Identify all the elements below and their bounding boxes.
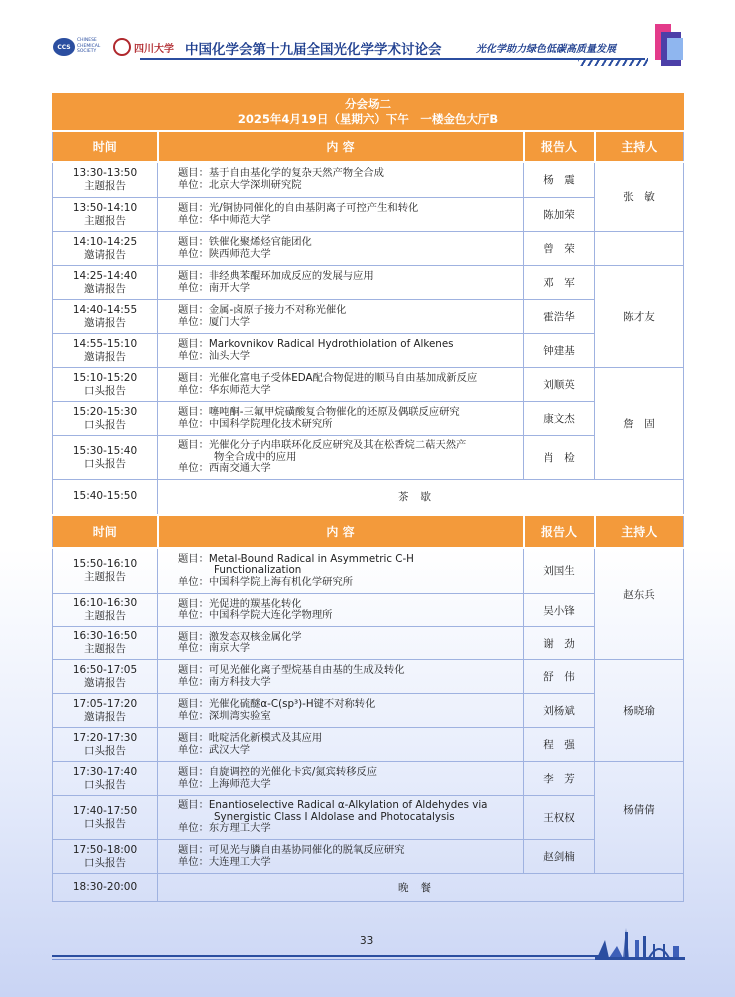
table-row: [53, 660, 684, 694]
cell-text: 主题报告: [84, 570, 126, 583]
host-cell: 陈才友: [595, 266, 684, 368]
ccs-logo-text: CHINESE CHEMICAL SOCIETY: [77, 38, 101, 54]
schedule-table: [52, 93, 684, 902]
footer-divider: [52, 955, 600, 957]
table-row: [53, 796, 684, 840]
conference-title: 中国化学会第十九届全国光化学学术讨论会: [185, 42, 442, 58]
table-cell: [158, 436, 524, 480]
cell-text: 16:30-16:50: [72, 630, 138, 642]
table-cell: [595, 232, 684, 266]
column-header-content: 内 容: [158, 131, 524, 162]
university-logo-text: 四川大学: [134, 44, 174, 55]
cell-text: 14:10-14:25: [72, 235, 138, 248]
table-cell: [53, 334, 158, 368]
table-cell: [158, 198, 524, 232]
cell-text: 单位：西南交通大学: [178, 462, 271, 475]
table-cell: 赵剑楠: [524, 840, 595, 874]
table-cell: [158, 232, 524, 266]
table-cell: 刘杨斌: [524, 694, 595, 728]
table-cell: [53, 660, 158, 694]
table-cell: [53, 762, 158, 796]
table-cell: 报告人: [524, 515, 595, 548]
table-cell: [53, 300, 158, 334]
table-cell: [158, 402, 524, 436]
table-cell: [53, 436, 158, 480]
cell-text: 17:05-17:20: [72, 697, 138, 710]
cell-text: 题目：非经典苯醌环加成反应的发展与应用: [178, 270, 374, 282]
cell-text: 17:30-17:40: [72, 765, 138, 778]
cell-text: 单位：中国科学院理化技术研究所: [178, 417, 333, 430]
city-skyline-icon: [595, 926, 685, 960]
cell-text: 题目：吡啶活化新模式及其应用: [178, 732, 323, 744]
cell-text: 邀请报告: [84, 676, 126, 689]
table-cell: 时间: [53, 515, 158, 548]
cell-text: 16:50-17:05: [72, 663, 138, 676]
cell-text: 主题报告: [84, 610, 126, 622]
table-cell: [158, 728, 524, 762]
cell-text: 13:30-13:50: [72, 166, 138, 179]
table-row: [53, 694, 684, 728]
cell-text: 单位：汕头大学: [178, 349, 251, 362]
table-cell: [53, 594, 158, 627]
dinner-label: 晚餐: [158, 874, 684, 902]
table-cell: [158, 368, 524, 402]
table-cell: [53, 840, 158, 874]
cell-text: 15:50-16:10: [72, 557, 138, 570]
table-row: [53, 402, 684, 436]
cell-text: 单位：上海师范大学: [178, 777, 271, 790]
cell-text: 15:20-15:30: [72, 405, 138, 418]
cell-text: 题目：Markovnikov Radical Hydrothiolation of Alkenes: [178, 338, 454, 350]
session-title-row: [53, 94, 684, 131]
table-row: [53, 198, 684, 232]
table-row: [53, 162, 684, 198]
table-cell: [53, 402, 158, 436]
session-title: 分会场二: [345, 96, 392, 111]
cell-text: 单位：厦门大学: [178, 315, 251, 328]
cell-text: 邀请报告: [84, 710, 126, 723]
table-cell: [158, 300, 524, 334]
table-cell: 舒 伟: [524, 660, 595, 694]
table-cell: 王权权: [524, 796, 595, 840]
table-cell: [158, 694, 524, 728]
table-cell: [53, 162, 158, 198]
table-cell: [158, 548, 524, 594]
cell-text: 邀请报告: [84, 282, 126, 295]
table-row: [53, 232, 684, 266]
host-cell: 张 敏: [595, 162, 684, 232]
cell-text: 单位：南方科技大学: [178, 675, 271, 688]
table-cell: [158, 796, 524, 840]
cell-text: 14:40-14:55: [72, 303, 138, 316]
cell-text: 单位：武汉大学: [178, 743, 251, 756]
cell-text: 单位：华东师范大学: [178, 383, 271, 396]
cell-text: 单位：陕西师范大学: [178, 247, 271, 260]
table-row: [53, 436, 684, 480]
table-cell: 钟建基: [524, 334, 595, 368]
table-cell: [158, 594, 524, 627]
table-row: [53, 762, 684, 796]
table-cell: [158, 162, 524, 198]
cell-text: 题目：基于自由基化学的复杂天然产物全合成: [178, 167, 384, 180]
cell-text: 14:25-14:40: [72, 269, 138, 282]
cell-text: 题目：可见光催化离子型烷基自由基的生成及转化: [178, 664, 405, 676]
cell-text: 题目：光/铜协同催化的自由基阴离子可控产生和转化: [178, 202, 419, 214]
column-header-row: [53, 131, 684, 162]
table-cell: [53, 796, 158, 840]
cell-text: 题目：铁催化聚烯烃官能团化: [178, 236, 312, 248]
table-cell: [158, 762, 524, 796]
footer-divider-thin: [52, 959, 600, 960]
header-decoration-lightblue: [667, 38, 683, 60]
cell-text: 题目：激发态双核金属化学: [178, 630, 302, 643]
cell-text: 口头报告: [84, 384, 126, 397]
table-cell: [158, 334, 524, 368]
cell-text: 邀请报告: [84, 316, 126, 329]
cell-text: 题目：Enantioselective Radical α-Alkylation of Aldehydes via: [178, 799, 488, 812]
page-header: [0, 0, 735, 70]
cell-text: 17:20-17:30: [72, 731, 138, 744]
table-row: [53, 548, 684, 594]
cell-text: 15:10-15:20: [72, 371, 138, 384]
dinner-time: 18:30-20:00: [53, 874, 158, 902]
host-cell: 詹 固: [595, 368, 684, 480]
cell-text: 16:10-16:30: [72, 597, 138, 609]
table-cell: [53, 198, 158, 232]
table-cell: [158, 266, 524, 300]
cell-text: 主题报告: [84, 179, 126, 192]
table-cell: 程 强: [524, 728, 595, 762]
cell-text: 题目：光催化富电子受体EDA配合物促进的顺马自由基加成新反应: [178, 372, 478, 384]
table-row: [53, 627, 684, 660]
table-cell: 康文杰: [524, 402, 595, 436]
cell-text: 单位：华中师范大学: [178, 213, 271, 226]
cell-text: 题目：光促进的羰基化转化: [178, 597, 302, 610]
cell-text: 单位：中国科学院上海有机化学研究所: [178, 575, 354, 588]
table-cell: 肖 检: [524, 436, 595, 480]
cell-text: 口头报告: [84, 817, 126, 830]
cell-text: 题目：噻吨酮-三氟甲烷磺酸复合物催化的还原及偶联反应研究: [178, 406, 460, 418]
cell-text: 主题报告: [84, 214, 126, 227]
break-time: 15:40-15:50: [53, 480, 158, 515]
table-cell: 吴小锋: [524, 594, 595, 627]
cell-text: 单位：南开大学: [178, 281, 251, 294]
cell-text: 单位：东方理工大学: [178, 822, 271, 835]
cell-text: 单位：北京大学深圳研究院: [178, 178, 302, 191]
table-cell: [53, 694, 158, 728]
host-cell: 杨晓瑜: [595, 660, 684, 762]
dinner-row: [53, 874, 684, 902]
table-cell: [53, 368, 158, 402]
table-cell: [158, 627, 524, 660]
conference-slogan: 光化学助力绿色低碳高质量发展: [476, 44, 616, 55]
host-cell: 杨倩倩: [595, 762, 684, 874]
table-cell: [53, 94, 684, 131]
cell-text: 题目：光催化硫醚α-C(sp³)-H键不对称转化: [178, 698, 376, 710]
cell-text: 物全合成中的应用: [214, 450, 297, 463]
column-header-host: 主持人: [595, 131, 684, 162]
table-cell: 李 芳: [524, 762, 595, 796]
break-row: [53, 480, 684, 515]
cell-text: 题目：光催化分子内串联环化反应研究及其在松香烷二萜天然产: [178, 439, 467, 452]
cell-text: 题目：可见光与膦自由基协同催化的脱氧反应研究: [178, 844, 405, 856]
table-cell: 霍浩华: [524, 300, 595, 334]
table-cell: [53, 266, 158, 300]
table-cell: [53, 548, 158, 594]
table-cell: [53, 232, 158, 266]
cell-text: 口头报告: [84, 457, 126, 470]
cell-text: 邀请报告: [84, 350, 126, 363]
header-divider: [140, 58, 645, 60]
table-cell: [158, 840, 524, 874]
cell-text: 口头报告: [84, 778, 126, 791]
cell-text: 题目：Metal-Bound Radical in Asymmetric C-H: [178, 552, 414, 565]
table-cell: 刘顺英: [524, 368, 595, 402]
cell-text: 15:30-15:40: [72, 444, 138, 457]
cell-text: 单位：深圳湾实验室: [178, 709, 271, 722]
column-header-time: 时间: [53, 131, 158, 162]
table-cell: 主持人: [595, 515, 684, 548]
cell-text: 17:40-17:50: [72, 804, 138, 817]
cell-text: Functionalization: [214, 564, 302, 576]
table-row: [53, 728, 684, 762]
cell-text: 17:50-18:00: [72, 843, 138, 856]
table-cell: 杨 震: [524, 162, 595, 198]
break-label: 茶歇: [158, 480, 684, 515]
session-subtitle: 2025年4月19日（星期六）下午 一楼金色大厅B: [237, 111, 499, 126]
ccs-logo: CCS: [53, 38, 75, 56]
cell-text: 单位：中国科学院大连化学物理所: [178, 609, 333, 621]
table-row: [53, 266, 684, 300]
cell-text: 口头报告: [84, 744, 126, 757]
cell-text: Synergistic Class I Aldolase and Photocatalysis: [214, 810, 455, 823]
table-cell: [53, 627, 158, 660]
table-cell: 内 容: [158, 515, 524, 548]
table-row: [53, 300, 684, 334]
table-cell: 谢 劲: [524, 627, 595, 660]
header-stripes: [578, 58, 648, 66]
column-header-speaker: 报告人: [524, 131, 595, 162]
cell-text: 邀请报告: [84, 248, 126, 261]
host-cell: 赵东兵: [595, 548, 684, 660]
table-row: [53, 594, 684, 627]
table-cell: 邓 军: [524, 266, 595, 300]
cell-text: 单位：南京大学: [178, 642, 251, 654]
cell-text: 题目：自旋调控的光催化卡宾/氮宾转移反应: [178, 766, 378, 778]
table-cell: [158, 660, 524, 694]
table-row: [53, 840, 684, 874]
cell-text: 14:55-15:10: [72, 337, 138, 350]
cell-text: 口头报告: [84, 418, 126, 431]
table-cell: [53, 728, 158, 762]
table-cell: 曾 荣: [524, 232, 595, 266]
table-cell: 陈加荣: [524, 198, 595, 232]
cell-text: 13:50-14:10: [72, 201, 138, 214]
table-cell: 刘国生: [524, 548, 595, 594]
cell-text: 题目：金属-卤原子接力不对称光催化: [178, 304, 347, 316]
cell-text: 主题报告: [84, 643, 126, 655]
cell-text: 单位：大连理工大学: [178, 855, 271, 868]
page-number: 33: [360, 935, 374, 947]
cell-text: 口头报告: [84, 856, 126, 869]
university-seal-icon: [113, 38, 131, 56]
table-row: [53, 368, 684, 402]
table-row: [53, 334, 684, 368]
column-header-row: [53, 515, 684, 548]
